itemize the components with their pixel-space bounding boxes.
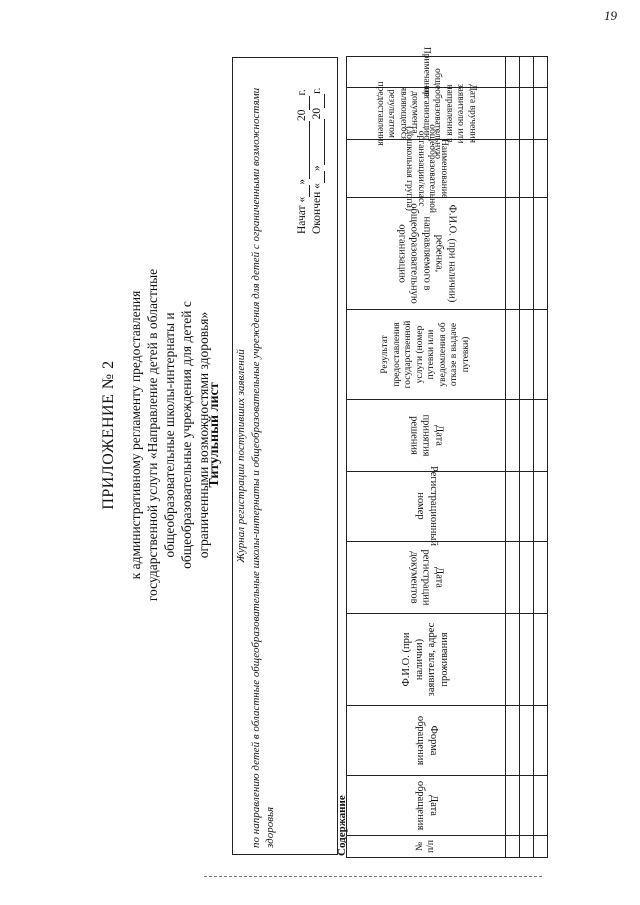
column-request-form: [347, 705, 547, 775]
row-line: [519, 198, 520, 309]
ended-label: Окончен «: [311, 183, 323, 234]
column-header: Результат предоставления государственной услуги (номер путевки или уведомления об отказе в выдаче путевки): [380, 320, 471, 389]
column-header: Ф.И.О. (при наличии) заявителя, адрес проживания: [401, 622, 450, 697]
ended-month-blank: [313, 119, 325, 165]
column-registration-date: [347, 541, 547, 613]
column-service-result: [347, 309, 547, 399]
row-line: [519, 542, 520, 613]
appendix-subtitle-line: ограниченными возможностями здоровья»: [196, 311, 211, 559]
column-header: № п/п: [414, 840, 436, 853]
content-section-label: Содержание: [336, 795, 348, 856]
title-sheet-box: [232, 57, 338, 855]
row-line: [533, 776, 534, 835]
row-line: [533, 57, 534, 87]
ended-quote-close: »: [311, 165, 323, 172]
column-child-name: [347, 197, 547, 309]
journal-dates: [295, 64, 325, 234]
row-line: [519, 400, 520, 471]
journal-name: Журнал регистрации поступивших заявлений: [235, 349, 247, 563]
started-quote-close: »: [296, 179, 308, 185]
ended-year-prefix: 20: [311, 107, 323, 120]
appendix-subtitle-line: общеобразовательные учреждения для детей с: [179, 301, 194, 569]
started-year-blank: [298, 96, 310, 110]
ended-year-suffix: г.: [311, 87, 323, 94]
appendix-subtitle: [127, 25, 212, 845]
row-line: [533, 472, 534, 541]
title-sheet-heading: Титульный лист: [207, 382, 222, 488]
column-header: Примечание: [421, 46, 432, 98]
started-year-prefix: 20: [296, 109, 308, 122]
started-day-blank: [298, 185, 310, 197]
row-line: [533, 310, 534, 399]
footer-dashed-line: [204, 876, 542, 877]
row-line: [505, 400, 506, 471]
row-line: [519, 614, 520, 705]
row-line: [533, 706, 534, 775]
column-header: Дата вручения заявителю или направления в общеобразовательную организацию документа, являющегося результатом предоставления: [375, 68, 478, 159]
ended-date-row: [310, 64, 325, 234]
column-applicant-name: [347, 613, 547, 705]
ended-day-blank: [313, 171, 325, 183]
started-year-suffix: г.: [296, 89, 308, 96]
row-line: [519, 310, 520, 399]
row-line: [505, 776, 506, 835]
row-line: [519, 836, 520, 857]
row-line: [505, 542, 506, 613]
row-line: [533, 542, 534, 613]
row-line: [533, 198, 534, 309]
row-line: [519, 88, 520, 139]
row-line: [533, 140, 534, 197]
column-header: Дата принятия решения: [408, 414, 445, 457]
row-line: [505, 706, 506, 775]
column-header: Наименование общеобразовательной организации/класс (дошкольная группа): [404, 124, 449, 213]
row-line: [505, 614, 506, 705]
page-number: 19: [604, 8, 617, 23]
row-line: [519, 776, 520, 835]
column-decision-date: [347, 399, 547, 471]
appendix-subtitle-line: государственной услуги «Направление детей в областные: [145, 268, 160, 602]
row-line: [505, 57, 506, 87]
appendix-title: ПРИЛОЖЕНИЕ № 2: [100, 360, 117, 510]
row-line: [533, 400, 534, 471]
ended-year-blank: [313, 94, 325, 108]
row-line: [505, 836, 506, 857]
row-line: [519, 57, 520, 87]
row-line: [505, 140, 506, 197]
row-line: [505, 88, 506, 139]
column-header: Форма обращения: [415, 715, 439, 766]
row-line: [533, 88, 534, 139]
column-request-date: [347, 775, 547, 835]
started-month-blank: [298, 121, 310, 179]
column-registration-number: [347, 466, 547, 547]
journal-description: по направлению детей в областные общеобразовательные школы-интернаты и общеобразовательные учреждения для детей с ограниченными возможностями здоровья: [250, 87, 276, 848]
started-label: Начат «: [296, 196, 308, 234]
row-line: [519, 706, 520, 775]
column-header: Регистрационный номер: [415, 466, 439, 547]
registration-journal-table: [346, 46, 548, 858]
started-date-row: [295, 64, 310, 234]
column-note: [347, 46, 547, 98]
row-line: [505, 472, 506, 541]
column-header: Дата обращения: [415, 780, 439, 831]
column-header: Дата регистрации документов: [408, 549, 445, 606]
row-line: [533, 614, 534, 705]
column-header: Ф.И.О. (при наличии) ребенка, направляемого в общеобразовательную организацию: [396, 203, 458, 304]
column-number: [347, 835, 547, 857]
row-line: [519, 472, 520, 541]
row-line: [519, 140, 520, 197]
row-line: [505, 198, 506, 309]
row-line: [533, 836, 534, 857]
row-line: [505, 310, 506, 399]
appendix-subtitle-line: общеобразовательные школы-интернаты и: [162, 312, 177, 558]
appendix-subtitle-line: к административному регламенту предоставления: [128, 290, 143, 580]
